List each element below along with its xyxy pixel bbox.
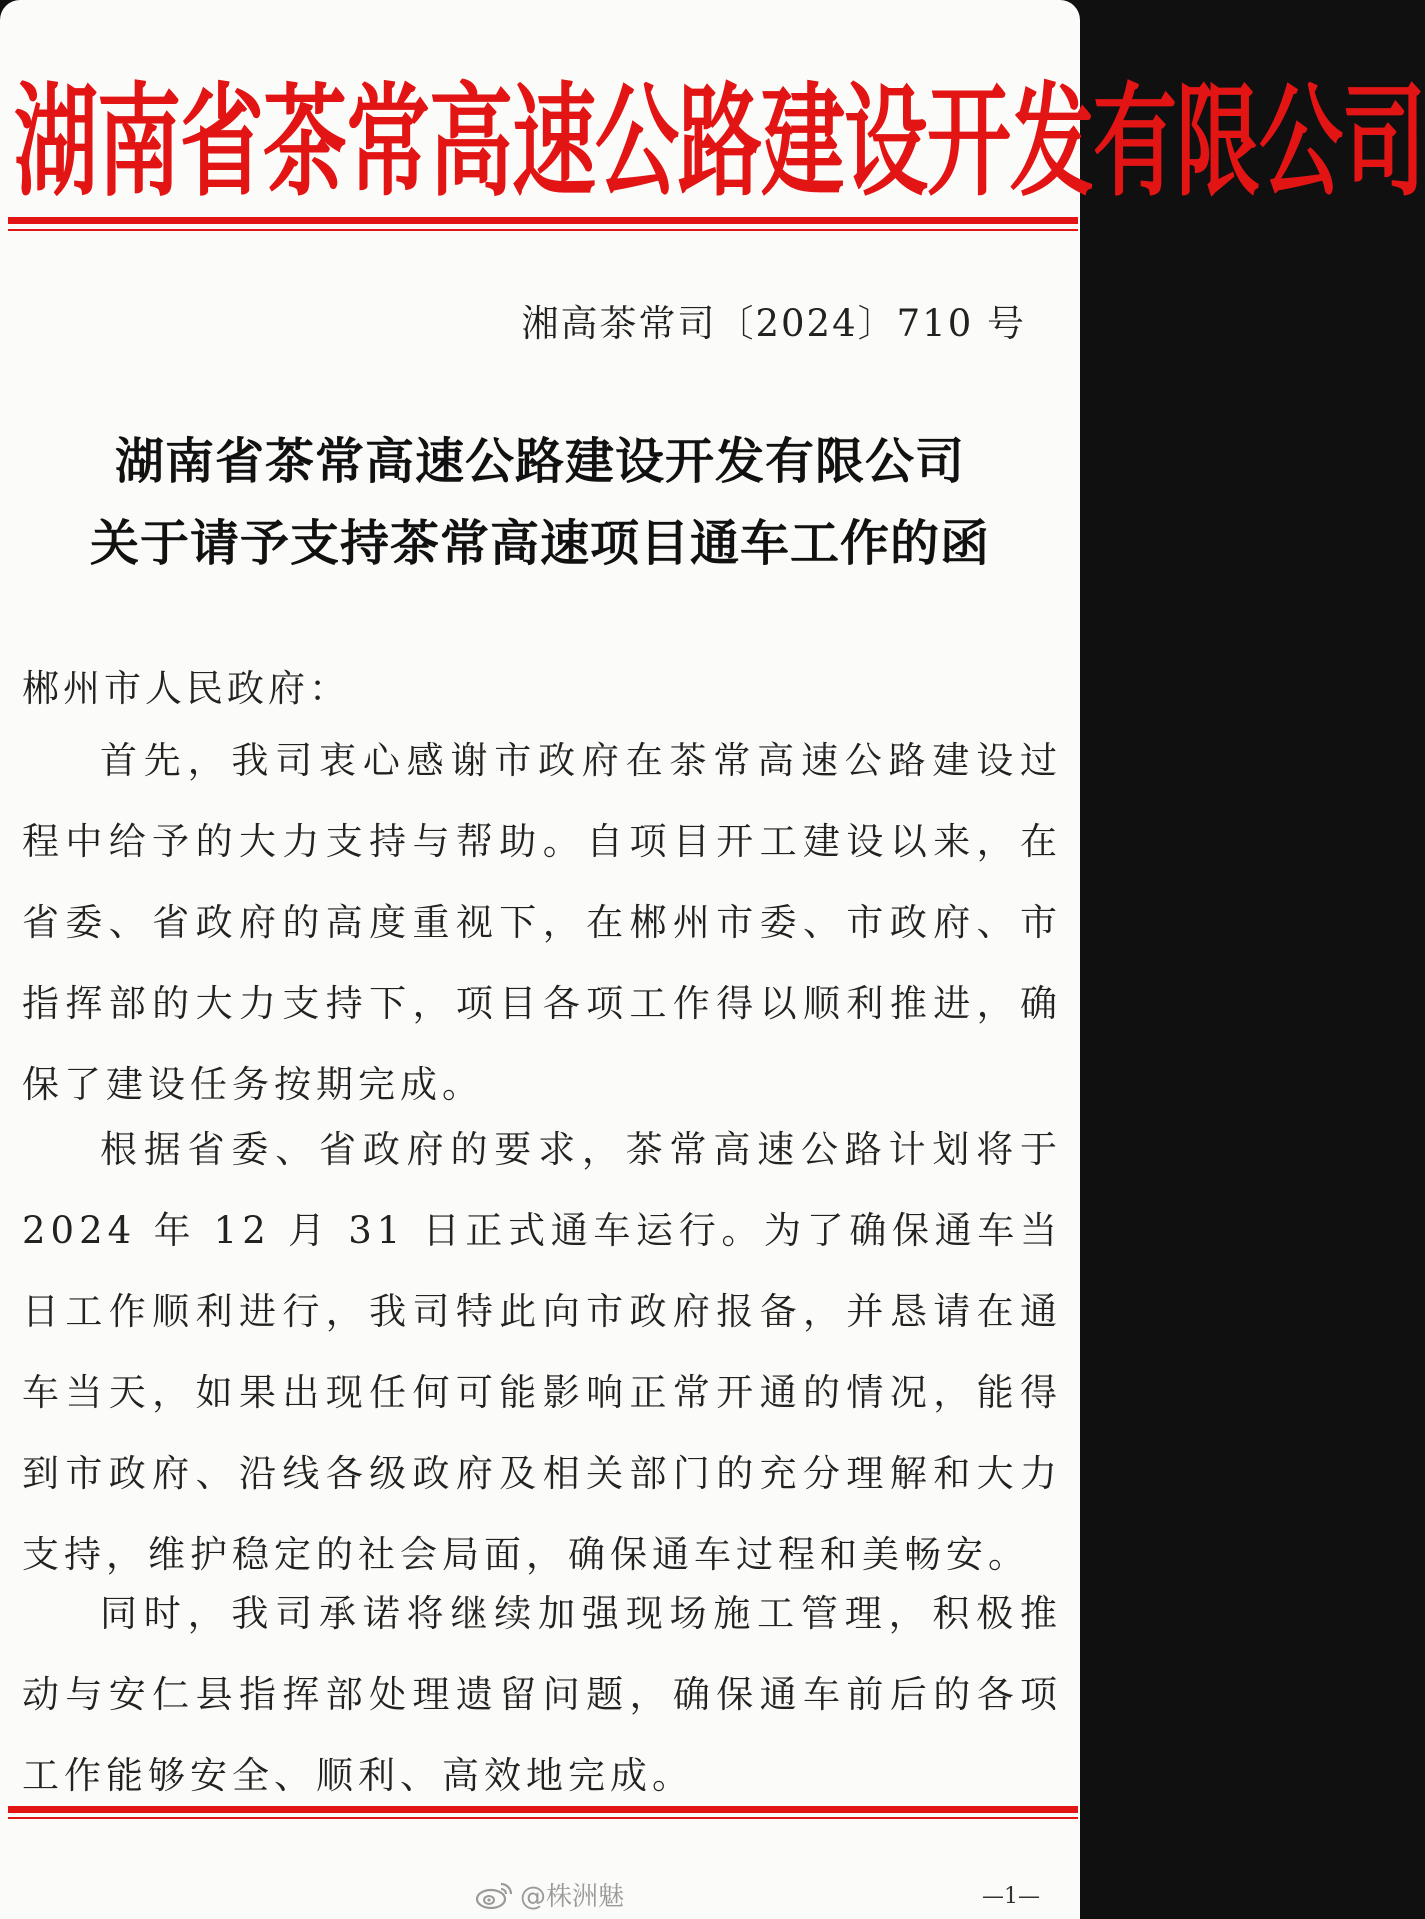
body-paragraph-1: 首先，我司衷心感谢市政府在茶常高速公路建设过程中给予的大力支持与帮助。自项目开工建设以来，在省委、省政府的高度重视下，在郴州市委、市政府、市指挥部的大力支持下，项目各项工作得以顺利推进，确保了建设任务按期完成。 <box>22 739 1062 1106</box>
document-number: 湘高茶常司〔2024〕710 号 <box>521 302 1026 345</box>
letterhead-divider-thin <box>8 229 1078 231</box>
letterhead-divider-thick <box>8 217 1078 224</box>
recipient-salutation: 郴州市人民政府： <box>22 667 350 710</box>
letterhead-company-name: 湖南省茶常高速公路建设开发有限公司 <box>14 69 1425 214</box>
weibo-watermark <box>474 1876 624 1913</box>
document-title-line-2: 关于请予支持茶常高速项目通车工作的函 <box>89 515 990 572</box>
watermark-text: @株洲魅 <box>520 1882 625 1912</box>
body-paragraph-3: 同时，我司承诺将继续加强现场施工管理，积极推动与安仁县指挥部处理遗留问题，确保通车前后的各项工作能够安全、顺利、高效地完成。 <box>22 1592 1062 1797</box>
footer-divider-thick <box>8 1806 1078 1813</box>
weibo-icon <box>474 1880 514 1910</box>
page-number: —1— <box>982 1884 1040 1909</box>
body-paragraph-2: 根据省委、省政府的要求，茶常高速公路计划将于 2024 年 12 月 31 日正式通车运行。为了确保通车当日工作顺利进行，我司特此向市政府报备，并恳请在通车当天，如果出现任何可能影响正常开通的情况，能得到市政府、沿线各级政府及相关部门的充分理解和大力支持，维护稳定的社会局面，确保通车过程和美畅安。 <box>22 1128 1062 1576</box>
footer-divider-thin <box>8 1817 1078 1819</box>
document-title-line-1: 湖南省茶常高速公路建设开发有限公司 <box>114 433 965 490</box>
